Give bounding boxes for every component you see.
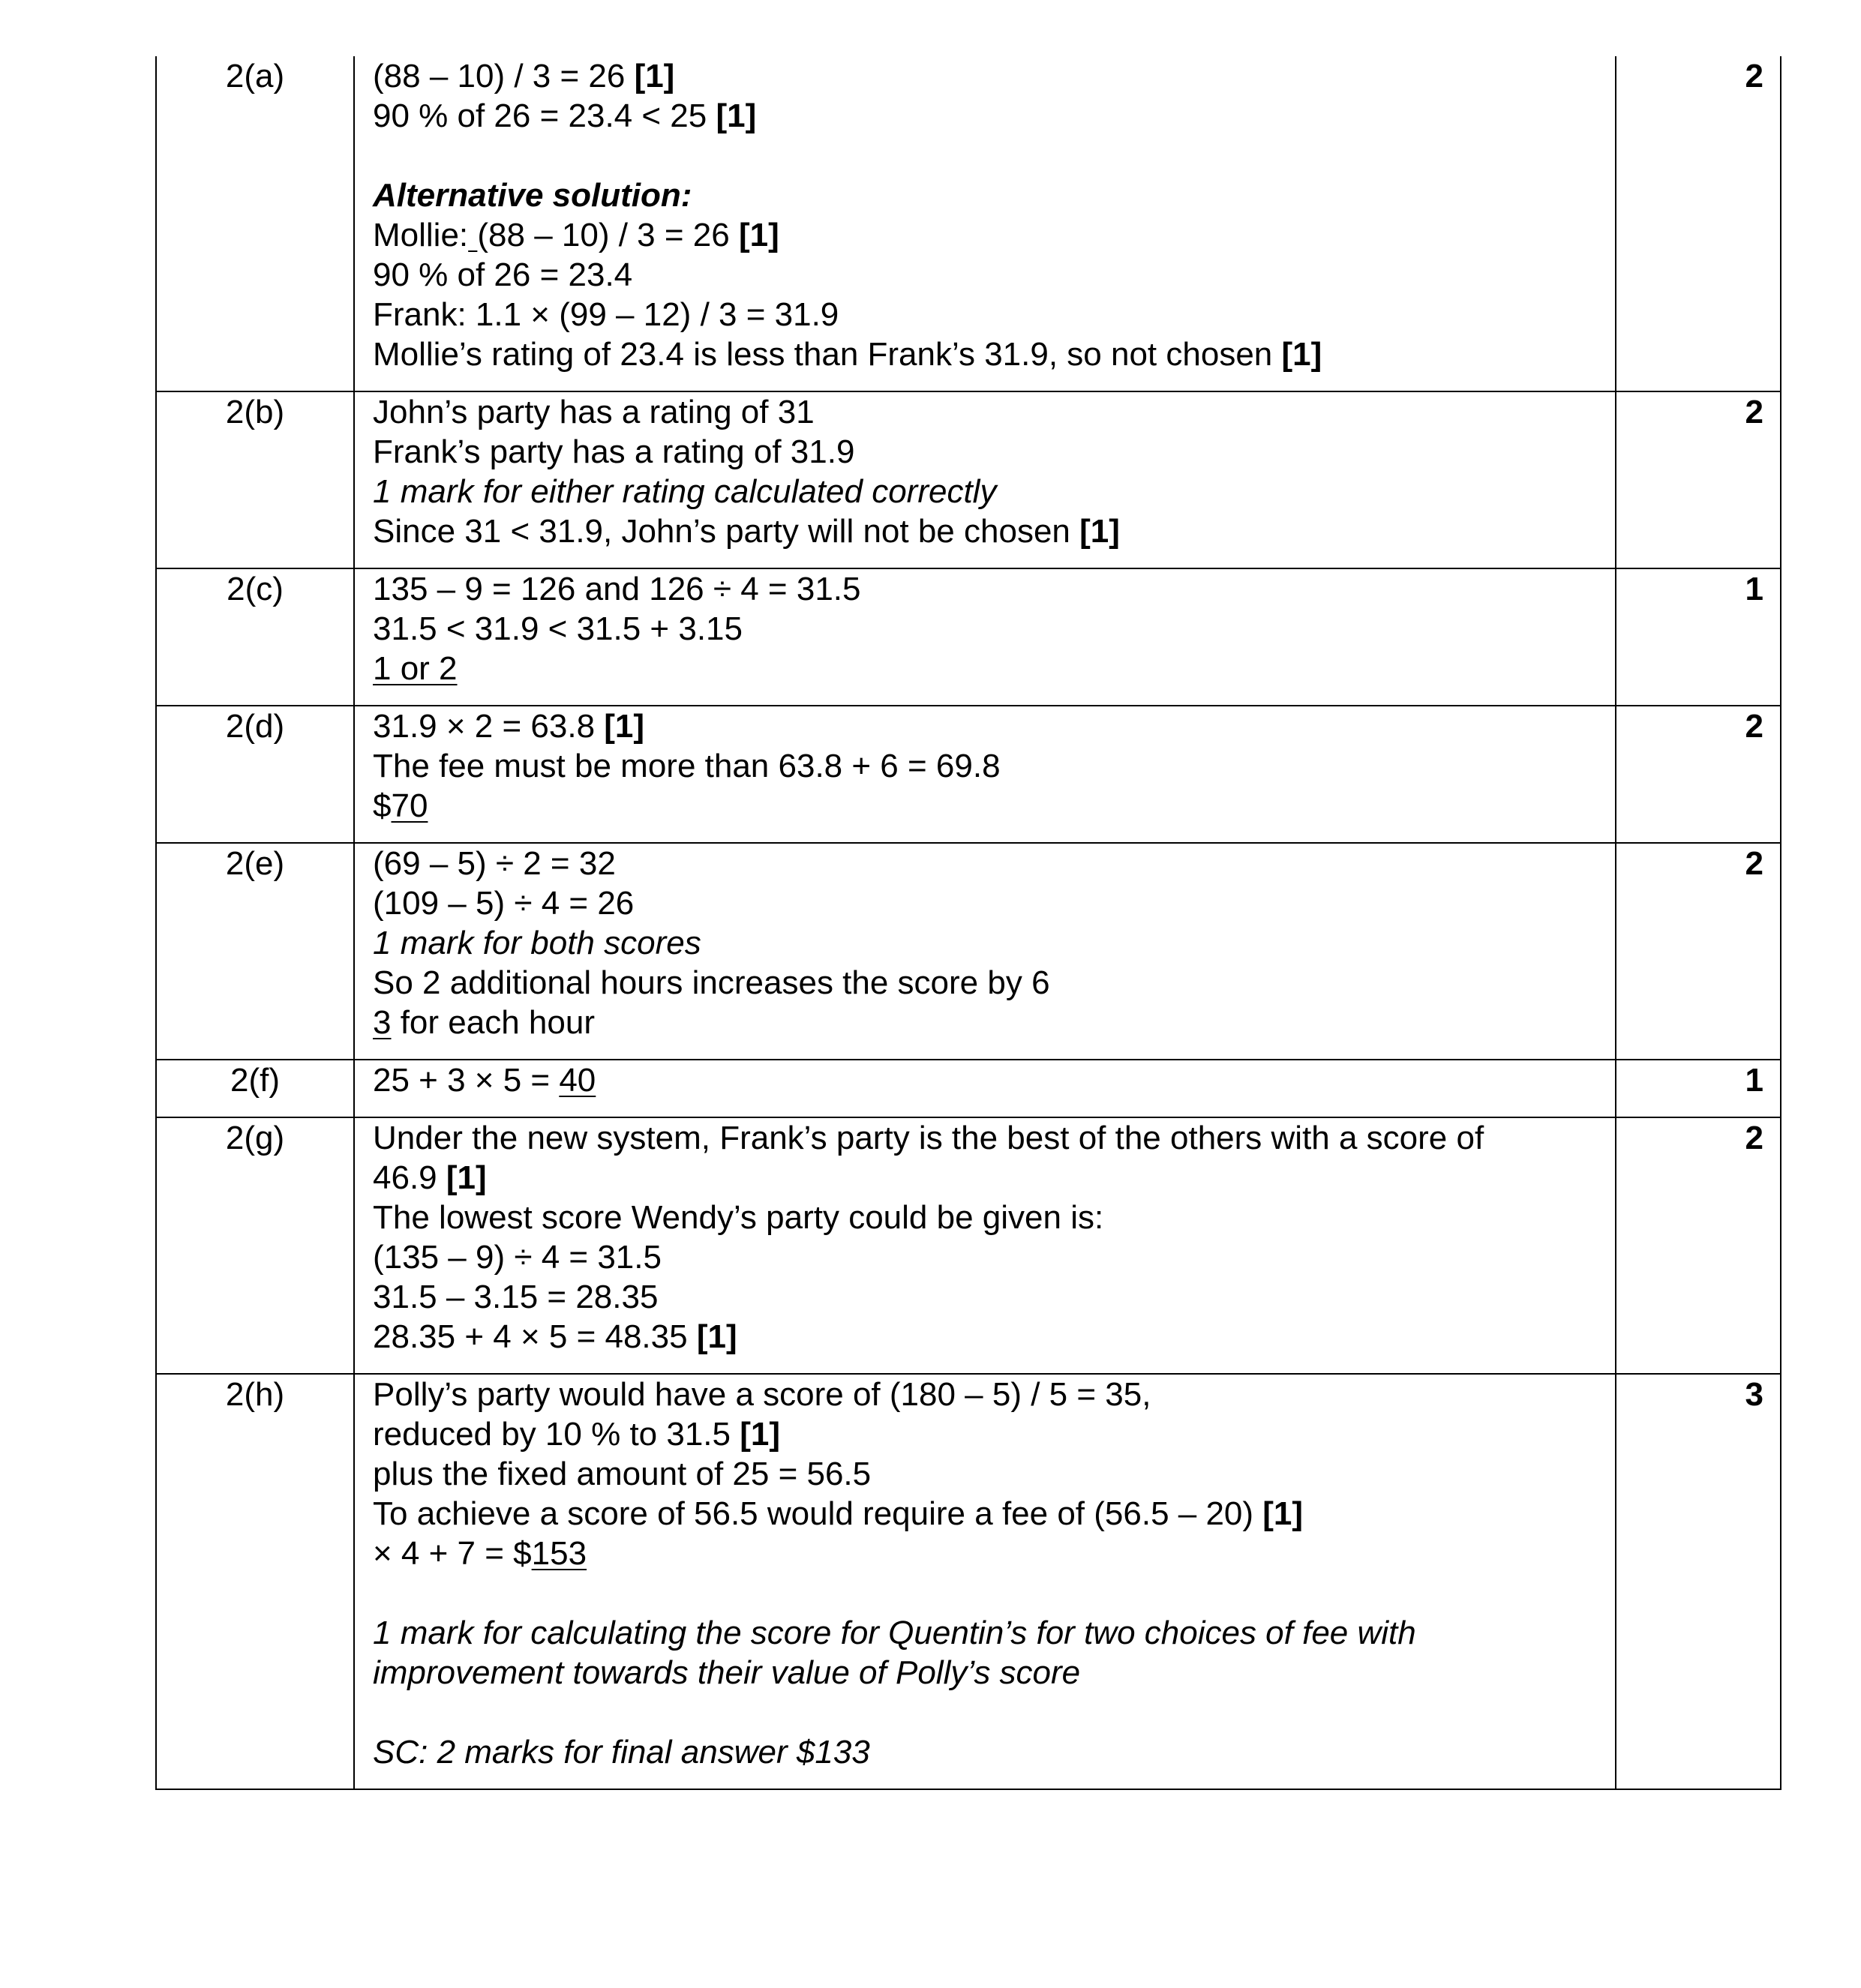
answer-line	[373, 1494, 1600, 1534]
mark-scheme-row	[156, 56, 1781, 391]
answer-line	[373, 472, 1600, 511]
mark-award: [1]	[1079, 513, 1120, 550]
mark-award: [1]	[696, 1318, 737, 1355]
examiner-note: 1 mark for either rating calculated correctly	[373, 473, 997, 510]
answer-line	[373, 1454, 1600, 1494]
working-text: 90 % of 26 = 23.4	[373, 256, 633, 293]
working-text: (135 – 9) ÷ 4 = 31.5	[373, 1239, 662, 1276]
mark-award: [1]	[1281, 336, 1322, 373]
working-text: The fee must be more than 63.8 + 6 = 69.8	[373, 748, 1001, 784]
working-text: 46.9	[373, 1159, 446, 1196]
answer-line	[373, 175, 1600, 215]
answer-line	[373, 1237, 1600, 1277]
blank-line	[373, 1573, 1600, 1613]
working-text: The lowest score Wendy’s party could be given is:	[373, 1199, 1104, 1236]
working-text: John’s party has a rating of 31	[373, 394, 815, 430]
answer-cell	[354, 843, 1616, 1060]
answer-line	[373, 56, 1600, 96]
answer-line	[373, 883, 1600, 923]
mark-award: [1]	[604, 708, 645, 745]
marks-total: 2	[1616, 706, 1781, 843]
answer-line	[373, 786, 1600, 826]
mark-award: [1]	[1262, 1495, 1304, 1532]
marks-total: 3	[1616, 1374, 1781, 1789]
working-text: Polly’s party would have a score of (180 – 5) / 5 = 35,	[373, 1376, 1151, 1413]
answer-line	[373, 1118, 1600, 1158]
answer-line	[373, 334, 1600, 374]
working-text: reduced by 10 % to 31.5	[373, 1416, 740, 1453]
answer-cell	[354, 1117, 1616, 1374]
marks-total: 2	[1616, 391, 1781, 568]
answer-line	[373, 511, 1600, 551]
answer-cell	[354, 56, 1616, 391]
final-answer: 70	[391, 787, 428, 824]
working-text: plus the fixed amount of 25 = 56.5	[373, 1456, 872, 1492]
answer-line	[373, 706, 1600, 746]
blank-line	[373, 1693, 1600, 1732]
working-text: (88 – 10) / 3 = 26	[373, 58, 635, 94]
working-text: Mollie’s rating of 23.4 is less than Frank’s 31.9, so not chosen	[373, 336, 1282, 373]
final-answer	[468, 217, 477, 253]
mark-scheme-row	[156, 391, 1781, 568]
answer-line	[373, 649, 1600, 688]
mark-scheme-table	[155, 56, 1781, 1790]
mark-scheme-row	[156, 843, 1781, 1060]
answer-cell	[354, 706, 1616, 843]
final-answer: 153	[531, 1535, 587, 1572]
question-number: 2(f)	[156, 1060, 354, 1117]
question-number: 2(d)	[156, 706, 354, 843]
answer-line	[373, 1277, 1600, 1317]
answer-line	[373, 96, 1600, 136]
working-text: Under the new system, Frank’s party is the best of the others with a score of	[373, 1120, 1484, 1156]
working-text: 28.35 + 4 × 5 = 48.35	[373, 1318, 697, 1355]
working-text: × 4 + 7 = $	[373, 1535, 532, 1572]
answer-line	[373, 255, 1600, 295]
answer-line	[373, 1414, 1600, 1454]
blank-line	[373, 136, 1600, 175]
mark-award: [1]	[634, 58, 675, 94]
answer-line	[373, 609, 1600, 649]
marks-total: 2	[1616, 843, 1781, 1060]
final-answer: 3	[373, 1004, 392, 1041]
working-text: Since 31 < 31.9, John’s party will not be chosen	[373, 513, 1080, 550]
working-text: 31.5 – 3.15 = 28.35	[373, 1279, 659, 1315]
question-number: 2(g)	[156, 1117, 354, 1374]
answer-line	[373, 746, 1600, 786]
answer-line	[373, 844, 1600, 883]
question-number: 2(a)	[156, 56, 354, 391]
answer-cell	[354, 1374, 1616, 1789]
mark-award: [1]	[738, 217, 779, 253]
working-text: 31.9 × 2 = 63.8	[373, 708, 605, 745]
working-text: 135 – 9 = 126 and 126 ÷ 4 = 31.5	[373, 571, 861, 607]
mark-scheme-row	[156, 1060, 1781, 1117]
question-number: 2(h)	[156, 1374, 354, 1789]
working-text: Mollie:	[373, 217, 469, 253]
mark-award: [1]	[716, 97, 757, 134]
answer-line	[373, 1653, 1600, 1693]
working-text: (69 – 5) ÷ 2 = 32	[373, 845, 616, 882]
question-number: 2(b)	[156, 391, 354, 568]
answer-line	[373, 1158, 1600, 1198]
marks-total: 2	[1616, 56, 1781, 391]
answer-line	[373, 963, 1600, 1003]
working-text: To achieve a score of 56.5 would require a fee of (56.5 – 20)	[373, 1495, 1263, 1532]
working-text: (88 – 10) / 3 = 26	[477, 217, 739, 253]
answer-line	[373, 1060, 1600, 1100]
mark-scheme-body	[156, 56, 1781, 1789]
working-text: (109 – 5) ÷ 4 = 26	[373, 885, 635, 922]
working-text: 90 % of 26 = 23.4 < 25	[373, 97, 716, 134]
answer-cell	[354, 1060, 1616, 1117]
mark-scheme-row	[156, 1117, 1781, 1374]
mark-award: [1]	[740, 1416, 781, 1453]
working-text: Frank’s party has a rating of 31.9	[373, 433, 855, 470]
answer-cell	[354, 391, 1616, 568]
mark-award: [1]	[446, 1159, 487, 1196]
answer-cell	[354, 568, 1616, 706]
answer-line	[373, 432, 1600, 472]
working-text: for each hour	[391, 1004, 595, 1041]
working-text: Frank: 1.1 × (99 – 12) / 3 = 31.9	[373, 296, 839, 333]
answer-line	[373, 569, 1600, 609]
answer-line	[373, 1003, 1600, 1042]
answer-line	[373, 1375, 1600, 1414]
answer-line	[373, 1317, 1600, 1357]
final-answer: 1 or 2	[373, 650, 458, 687]
question-number: 2(c)	[156, 568, 354, 706]
marks-total: 2	[1616, 1117, 1781, 1374]
working-text: $	[373, 787, 392, 824]
question-number: 2(e)	[156, 843, 354, 1060]
examiner-note: Alternative solution:	[373, 177, 692, 214]
working-text: So 2 additional hours increases the score by 6	[373, 964, 1050, 1001]
answer-line	[373, 295, 1600, 334]
answer-line	[373, 215, 1600, 255]
answer-line	[373, 392, 1600, 432]
working-text: 31.5 < 31.9 < 31.5 + 3.15	[373, 610, 743, 647]
examiner-note: 1 mark for calculating the score for Quentin’s for two choices of fee with	[373, 1615, 1416, 1651]
working-text: 25 + 3 × 5 =	[373, 1062, 560, 1099]
marks-total: 1	[1616, 568, 1781, 706]
mark-scheme-row	[156, 1374, 1781, 1789]
mark-scheme-row	[156, 568, 1781, 706]
final-answer: 40	[559, 1062, 596, 1099]
examiner-note: 1 mark for both scores	[373, 925, 701, 961]
answer-line	[373, 1613, 1600, 1653]
answer-line	[373, 1534, 1600, 1573]
answer-line	[373, 1732, 1600, 1772]
answer-line	[373, 923, 1600, 963]
mark-scheme-row	[156, 706, 1781, 843]
answer-line	[373, 1198, 1600, 1237]
examiner-note: SC: 2 marks for final answer $133	[373, 1734, 870, 1771]
examiner-note: improvement towards their value of Polly’s score	[373, 1654, 1081, 1691]
marks-total: 1	[1616, 1060, 1781, 1117]
